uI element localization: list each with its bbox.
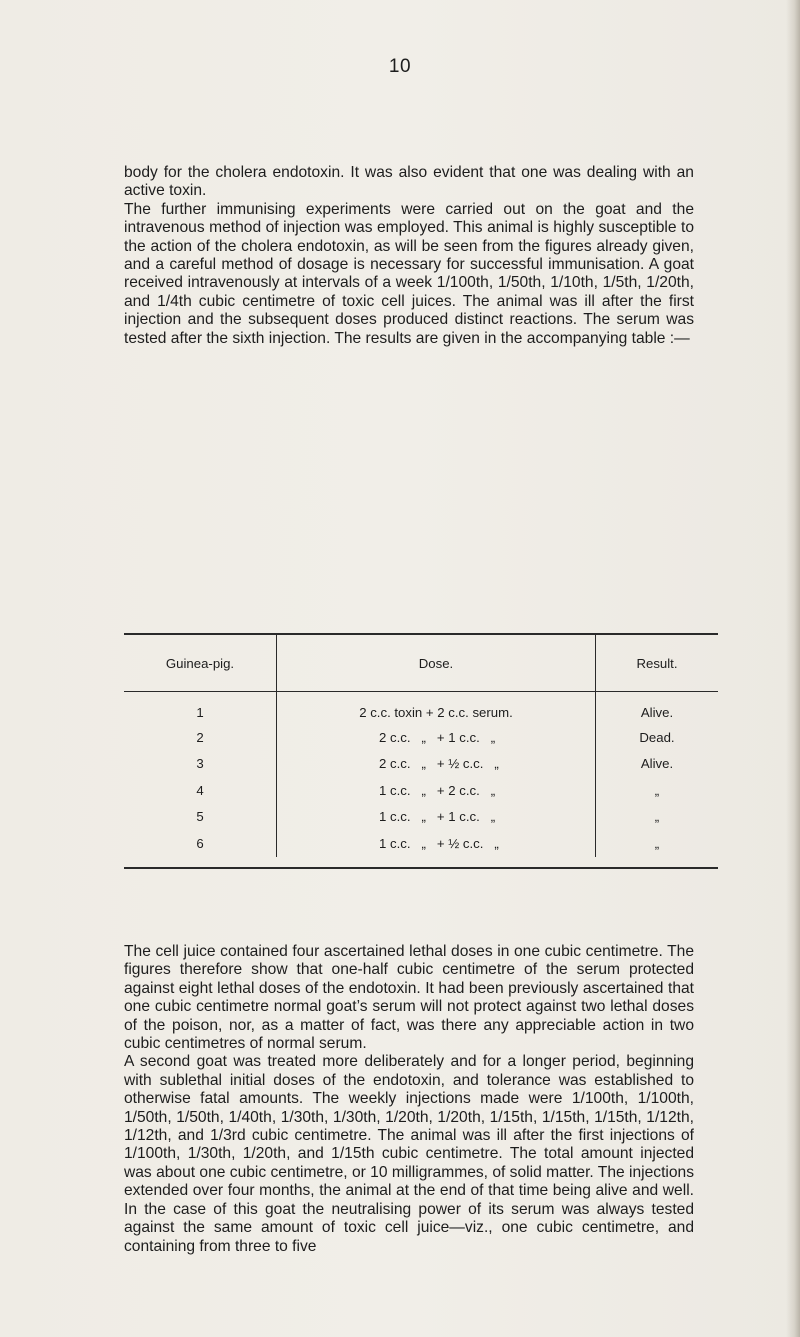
cell-result: „ <box>654 809 660 825</box>
results-table <box>124 633 718 869</box>
cell-result: „ <box>654 782 660 798</box>
cell-guinea-pig: 4 <box>196 782 204 798</box>
table-row <box>124 724 718 751</box>
header-guinea-pig: Guinea-pig. <box>124 634 277 692</box>
cell-result: Dead. <box>639 729 675 745</box>
dose-text: 1 c.c. „ + 1 c.c. „ <box>379 809 496 825</box>
cell-guinea-pig: 5 <box>196 809 204 825</box>
table-row <box>124 804 718 831</box>
table-bottom-rule <box>124 867 718 869</box>
paragraph-3: The cell juice contained four ascertained lethal doses in one cubic centimetre. The figures therefore show that one-half cubic centimetre of the serum protected against eight lethal doses of the endotoxin. It had been previously ascertained that one cubic centimetre normal goat’s serum will not protect against two lethal doses of the poison, nor, as a matter of fact, was there any appreciable action in two cubic centimetres of normal serum. <box>124 943 694 1053</box>
cell-dose <box>277 692 596 725</box>
header-dose: Dose. <box>277 634 596 692</box>
page-edge-shadow <box>786 0 800 1337</box>
header-result: Result. <box>596 634 719 692</box>
table-row <box>124 751 718 778</box>
page-number: 10 <box>388 56 412 77</box>
dose-text: 2 c.c. toxin + 2 c.c. serum. <box>359 704 513 720</box>
dose-text: 2 c.c. „ + ½ c.c. „ <box>379 756 499 772</box>
table-row <box>124 692 718 725</box>
dose-text: 2 c.c. „ + 1 c.c. „ <box>379 729 496 745</box>
cell-result: „ <box>654 835 660 851</box>
cell-dose <box>277 777 596 804</box>
cell-dose <box>277 724 596 751</box>
paragraph-4: A second goat was treated more deliberately and for a longer period, beginning with sublethal initial doses of the endotoxin, and tolerance was established to otherwise fatal amounts. The weekly injections made were 1/100th, 1/100th, 1/50th, 1/50th, 1/40th, 1/30th, 1/30th, 1/20th, 1/20th, 1/15th, 1/15th, 1/15th, 1/12th, 1/12th, and 1/3rd cubic centimetre. The animal was ill after the first injections of 1/100th, 1/30th, 1/20th, and 1/15th cubic centimetre. The total amount injected was about one cubic centimetre, or 10 milligrammes, of solid matter. The injections extended over four months, the animal at the end of that time being alive and well. In the case of this goat the neutralising power of its serum was always tested against the same amount of toxic cell juice—viz., one cubic centimetre, and containing from three to five <box>124 1053 695 1255</box>
table-row <box>124 777 718 804</box>
paragraph-1: body for the cholera endotoxin. It was also evident that one was dealing with an active toxin. <box>124 164 694 200</box>
cell-result: Alive. <box>640 756 674 772</box>
cell-guinea-pig: 1 <box>196 704 204 720</box>
dose-text: 1 c.c. „ + ½ c.c. „ <box>379 835 499 851</box>
cell-guinea-pig: 2 <box>196 729 204 745</box>
paragraph-2: The further immunising experiments were carried out on the goat and the intravenous method of injection was employed. This animal is highly susceptible to the action of the cholera endotoxin, as will be seen from the figures already given, and a careful method of dosage is necessary for successful immunisation. A goat received intravenously at intervals of a week 1/100th, 1/50th, 1/10th, 1/5th, 1/20th, and 1/4th cubic centimetre of toxic cell juices. The animal was ill after the first injection and the subsequent doses produced distinct reactions. The serum was tested after the sixth injection. The results are given in the accompanying table :— <box>124 200 694 347</box>
cell-dose <box>277 830 596 857</box>
cell-result: Alive. <box>640 704 674 720</box>
body-text-upper <box>124 164 694 348</box>
cell-dose <box>277 751 596 778</box>
body-text-lower <box>124 943 694 1256</box>
table-row <box>124 830 718 857</box>
cell-guinea-pig: 3 <box>196 756 204 772</box>
cell-dose <box>277 804 596 831</box>
cell-guinea-pig: 6 <box>196 835 204 851</box>
table-header-row <box>124 634 718 692</box>
dose-text: 1 c.c. „ + 2 c.c. „ <box>379 782 496 798</box>
